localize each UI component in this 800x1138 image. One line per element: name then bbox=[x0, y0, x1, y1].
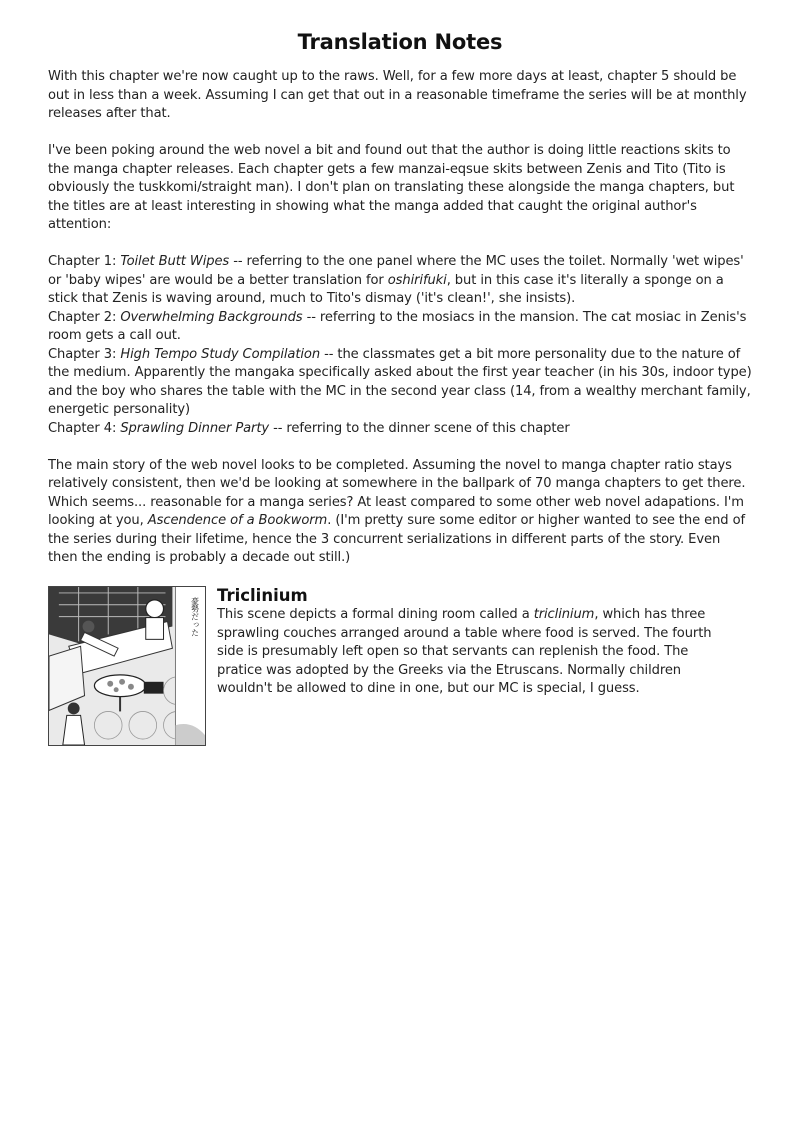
note-text: This scene depicts a formal dining room called a triclinium, which has three sprawling couches arranged around a table where food is served. The fourth side is presumably left open so that servants can replenish the food. The pratice was adopted by the Greeks via the Etruscans. Normally children wouldn't be allowed to dine in one, but our MC is special, I guess. bbox=[217, 607, 712, 696]
chapter-title: Sprawling Dinner Party bbox=[120, 420, 270, 436]
chapter-title: High Tempo Study Compilation bbox=[120, 346, 321, 362]
chapter-entry: Chapter 1: Toilet Butt Wipes -- referring to the one panel where the MC uses the toilet. Normally 'wet wipes' or 'baby wipes' are would be a better translation for oshirifuki, but in this case it's literally a sponge on a stick that Zenis is waving around, much to Tito's dismay ('it's clean!', she insists). bbox=[48, 254, 744, 306]
intro-paragraph-2: I've been poking around the web novel a bit and found out that the author is doing little reactions skits to the manga chapter releases. Each chapter gets a few manzai-eqsue skits between Zenis and Tito (Tito is obviously the tuskkomi/straight man). I don't plan on translating these alongside the manga chapters, but the titles are at least interesting in showing what the manga added that caught the original author's attention: bbox=[48, 143, 735, 232]
chapter-entry: Chapter 2: Overwhelming Backgrounds -- referring to the mosiacs in the mansion. The cat mosiac in Zenis's room gets a call out. bbox=[48, 309, 747, 343]
chapter-title: Toilet Butt Wipes bbox=[120, 254, 230, 269]
intro-paragraph-1: With this chapter we're now caught up to the raws. Well, for a few more days at least, chapter 5 should be out in less than a week. Assuming I can get that out in a reasonable timeframe the series will be at monthly releases after that. bbox=[48, 69, 747, 121]
panel-caption: 豪勢だった bbox=[190, 596, 200, 637]
term: oshirifuki bbox=[387, 272, 447, 288]
chapter-list bbox=[48, 253, 752, 438]
closing-paragraph: The main story of the web novel looks to be completed. Assuming the novel to manga chapter ratio stays relatively consistent, then we'd be looking at somewhere in the ballpark of 70 manga chapters to get there. Which seems... reasonable for a manga series? At least compared to some other web novel adapations. I'm looking at you, Ascendence of a Bookworm. (I'm pretty sure some editor or higher wanted to see the end of the series during their lifetime, hence the 3 concurrent serializations in different parts of the story. Even then the ending is probably a decade out still.) bbox=[48, 457, 746, 565]
triclinium-note bbox=[48, 586, 752, 746]
page-title: Translation Notes bbox=[297, 30, 503, 54]
manga-panel-image bbox=[48, 586, 206, 746]
work-title: Ascendence of a Bookworm bbox=[147, 513, 328, 528]
chapter-entry: Chapter 4: Sprawling Dinner Party -- referring to the dinner scene of this chapter bbox=[48, 420, 570, 436]
note-heading: Triclinium bbox=[217, 586, 308, 605]
chapter-entry: Chapter 3: High Tempo Study Compilation -- the classmates get a bit more personality due to the nature of the medium. Apparently the mangaka specifically asked about the first year teacher (in his 30s, indoor type) and the boy who shares the table with the MC in the second year class (14, from a wealthy merchant family, energetic personality) bbox=[48, 346, 752, 417]
term: triclinium bbox=[533, 607, 595, 622]
chapter-title: Overwhelming Backgrounds bbox=[120, 309, 303, 325]
note-body bbox=[217, 586, 723, 746]
